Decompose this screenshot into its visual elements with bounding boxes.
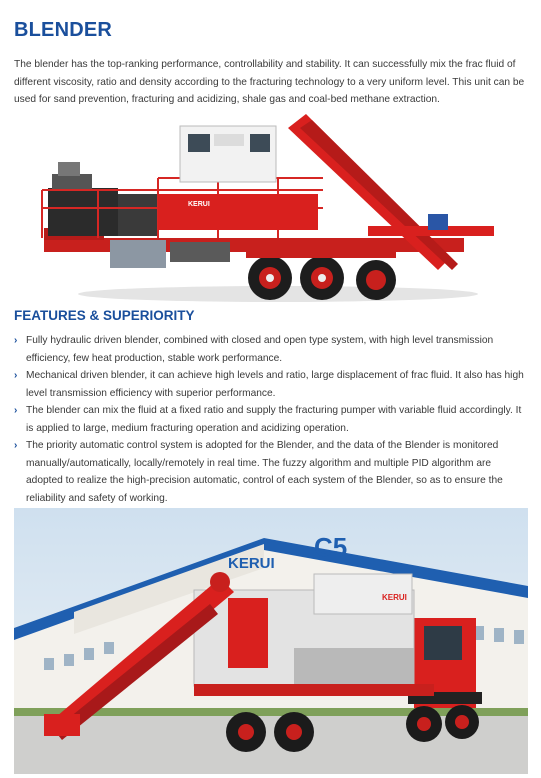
blender-truck-photo	[14, 508, 528, 774]
feature-item	[14, 332, 526, 367]
feature-text: The priority automatic control system is adopted for the Blender, and the data of the Blender is monitored manually/automatically, locally/remotely in real time. The fuzzy algorithm and multiple PID algorithm are adopted to realize the high-precision automatic, control of each system of the Blender, so as to ensure the reliability and safety of working.	[26, 440, 503, 504]
page-title: BLENDER	[14, 19, 113, 41]
feature-item	[14, 402, 526, 437]
truck2-logo: KERUI	[382, 593, 407, 602]
feature-text: The blender can mix the fluid at a fixed ratio and supply the fracturing pumper with variable fluid accordingly. It is applied to large, medium fracturing operation and acidizing operation.	[26, 405, 522, 434]
truck1-logo: KERUI	[188, 201, 210, 208]
blender-trailer-image	[38, 108, 500, 306]
feature-text: Mechanical driven blender, it can achieve high levels and ratio, large displacement of frac fluid. It also has high level transmission efficiency with superior performance.	[26, 370, 524, 399]
building-sign: KERUI	[228, 555, 275, 572]
building-number: C5	[314, 532, 348, 562]
chevron-right-icon: ›	[14, 440, 18, 451]
chevron-right-icon: ›	[14, 405, 18, 416]
feature-item	[14, 367, 526, 402]
features-list	[14, 332, 526, 507]
intro-paragraph: The blender has the top-ranking performance, controllability and stability. It can successfully mix the frac fluid of different viscosity, ratio and density according to the fracturing technology to a very uniform level. This unit can be used for sand prevention, fracturing and acidizing, shale gas and coal-bed methane extraction.	[14, 59, 525, 105]
feature-text: Fully hydraulic driven blender, combined with closed and open type system, with high level transmission efficiency, few heat production, stable work performance.	[26, 335, 494, 364]
feature-item	[14, 437, 526, 507]
chevron-right-icon: ›	[14, 335, 18, 346]
chevron-right-icon: ›	[14, 370, 18, 381]
features-heading: FEATURES & SUPERIORITY	[14, 308, 195, 323]
